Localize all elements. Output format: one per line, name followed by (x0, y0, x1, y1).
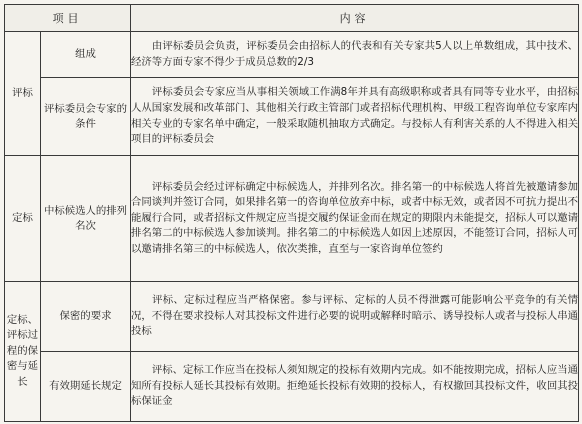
item-cell: 保密的要求 (41, 282, 131, 352)
item-cell: 评标委员会专家的条件 (41, 78, 131, 156)
content-cell (131, 282, 579, 352)
table-row (5, 352, 579, 422)
item-cell: 有效期延长规定 (41, 352, 131, 422)
table-row (5, 282, 579, 352)
content-text: 评标委员会经过评标确定中标候选人，并排列名次。排名第一的中标候选人将首先被邀请参加合同谈判并签订合同，如果排名第一的咨询单位放弃中标，或者中标无效，或者因不可抗力提出不能履行合同，或者招标文件规定应当提交履约保证金而在规定的期限内未能提交，招标人可以邀请排名第二的中标候选人参加谈判。排名第二的中标候选人如因上述原因，不能签订合同，招标人可以邀请排名第三的中标候选人，依次类推，直至与一家咨询单位签约 (131, 180, 579, 255)
content-text: 评标、定标工作应当在投标人须知规定的投标有效期内完成。如不能按期完成，招标人应当通知所有投标人延长其投标有效期。拒绝延长投标有效期的投标人，有权撤回其投标文件，收回其投标保证金 (131, 364, 579, 408)
content-cell (131, 156, 579, 282)
header-content: 内容 (131, 5, 579, 32)
content-text: 评标委员会专家应当从事相关领域工作满8年并具有高级职称或者具有同等专业水平，由招标人从国家发展和改革部门、其他相关行政主管部门或者招标代理机构、甲级工程咨询单位专家库内相关专业的专家名单中确定，一般采取随机抽取方式确定。与投标人有利害关系的人不得进入相关项目的评标委员会 (131, 86, 579, 146)
item-cell: 中标候选人的排列名次 (41, 156, 131, 282)
item-cell: 组成 (41, 32, 131, 78)
category-cell: 评标 (5, 32, 41, 156)
content-cell (131, 32, 579, 78)
category-cell: 定标 (5, 156, 41, 282)
table-row (5, 32, 579, 78)
header-row (5, 5, 579, 32)
rules-table (4, 4, 579, 422)
content-text: 由评标委员会负责，评标委员会由招标人的代表和有关专家共5人以上单数组成，其中技术、经济等方面专家不得少于成员总数的2/3 (131, 39, 579, 68)
table-row (5, 156, 579, 282)
table-row (5, 78, 579, 156)
header-item: 项目 (5, 5, 131, 32)
content-text: 评标、定标过程应当严格保密。参与评标、定标的人员不得泄露可能影响公平竞争的有关情况，不得在要求投标人对其投标文件进行必要的说明或解释时暗示、诱导投标人或者与投标人串通投标 (131, 294, 579, 338)
content-cell (131, 78, 579, 156)
content-cell (131, 352, 579, 422)
category-cell: 定标、评标过程的保密与延长 (5, 282, 41, 422)
